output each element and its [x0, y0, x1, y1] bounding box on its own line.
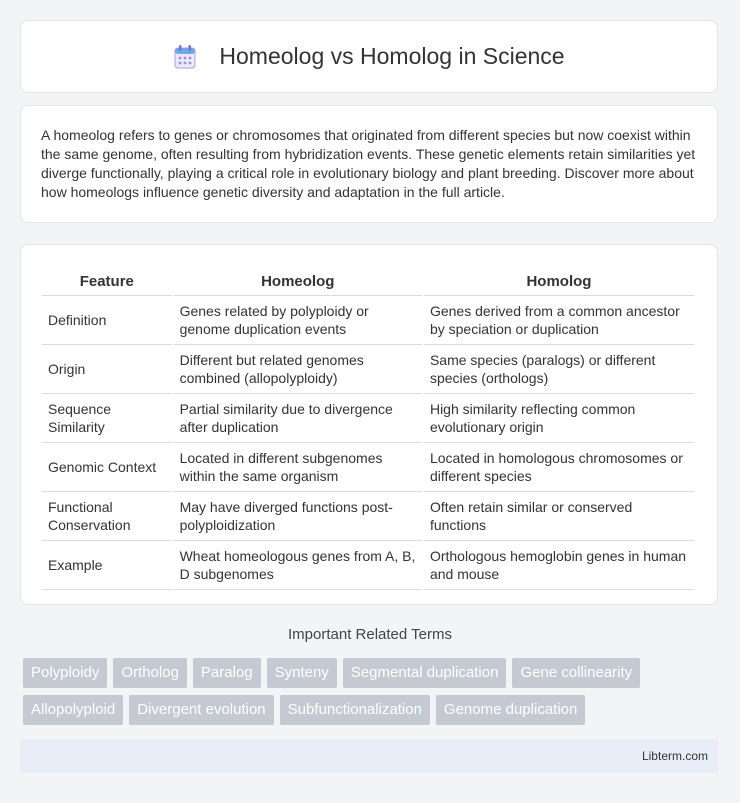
- homolog-cell: Genes derived from a common ancestor by speciation or duplication: [424, 296, 694, 345]
- feature-cell: Definition: [42, 296, 172, 345]
- term-tag[interactable]: Segmental duplication: [343, 658, 507, 688]
- term-tag[interactable]: Genome duplication: [436, 695, 585, 725]
- homolog-cell: Located in homologous chromosomes or different species: [424, 443, 694, 492]
- related-terms-list: [23, 658, 723, 725]
- feature-cell: Sequence Similarity: [42, 394, 172, 443]
- term-tag[interactable]: Polyploidy: [23, 658, 107, 688]
- term-tag[interactable]: Ortholog: [113, 658, 187, 688]
- feature-cell: Example: [42, 541, 172, 590]
- table-row: [42, 394, 694, 443]
- feature-cell: Origin: [42, 345, 172, 394]
- footer: [20, 739, 718, 773]
- term-tag[interactable]: Synteny: [267, 658, 337, 688]
- header-homolog: Homolog: [424, 263, 694, 296]
- homeolog-cell: Wheat homeologous genes from A, B, D subgenomes: [174, 541, 422, 590]
- homolog-cell: Orthologous hemoglobin genes in human and mouse: [424, 541, 694, 590]
- comparison-table: [40, 263, 696, 590]
- homolog-cell: High similarity reflecting common evolutionary origin: [424, 394, 694, 443]
- term-tag[interactable]: Gene collinearity: [512, 658, 640, 688]
- footer-brand-link[interactable]: Libterm.com: [641, 749, 708, 763]
- table-header-row: [42, 263, 694, 296]
- intro-paragraph: A homeolog refers to genes or chromosomes that originated from different species but now coexist within the same genome, often resulting from hybridization events. These genetic elements retain similarities yet diverge functionally, playing a critical role in evolutionary biology and plant breeding. Discover more about how homeologs influence genetic diversity and adaptation in the full article.: [41, 127, 696, 200]
- table-row: [42, 492, 694, 541]
- homeolog-cell: Partial similarity due to divergence after duplication: [174, 394, 422, 443]
- intro-card: [20, 105, 718, 223]
- homeolog-cell: Located in different subgenomes within the same organism: [174, 443, 422, 492]
- table-row: [42, 296, 694, 345]
- header-feature: Feature: [42, 263, 172, 296]
- comparison-table-card: [20, 244, 718, 605]
- term-tag[interactable]: Divergent evolution: [129, 695, 273, 725]
- page-title: Homeolog vs Homolog in Science: [219, 43, 565, 69]
- term-tag[interactable]: Paralog: [193, 658, 261, 688]
- related-terms-title: Important Related Terms: [288, 626, 452, 643]
- homolog-cell: Often retain similar or conserved functions: [424, 492, 694, 541]
- table-row: [42, 443, 694, 492]
- title-card: [20, 20, 718, 93]
- table-row: [42, 345, 694, 394]
- term-tag[interactable]: Allopolyploid: [23, 695, 123, 725]
- homeolog-cell: Genes related by polyploidy or genome duplication events: [174, 296, 422, 345]
- term-tag[interactable]: Subfunctionalization: [280, 695, 430, 725]
- homolog-cell: Same species (paralogs) or different species (orthologs): [424, 345, 694, 394]
- header-homeolog: Homeolog: [174, 263, 422, 296]
- homeolog-cell: May have diverged functions post-polyploidization: [174, 492, 422, 541]
- feature-cell: Genomic Context: [42, 443, 172, 492]
- calendar-icon: [173, 44, 197, 70]
- table-row: [42, 541, 694, 590]
- homeolog-cell: Different but related genomes combined (allopolyploidy): [174, 345, 422, 394]
- feature-cell: Functional Conservation: [42, 492, 172, 541]
